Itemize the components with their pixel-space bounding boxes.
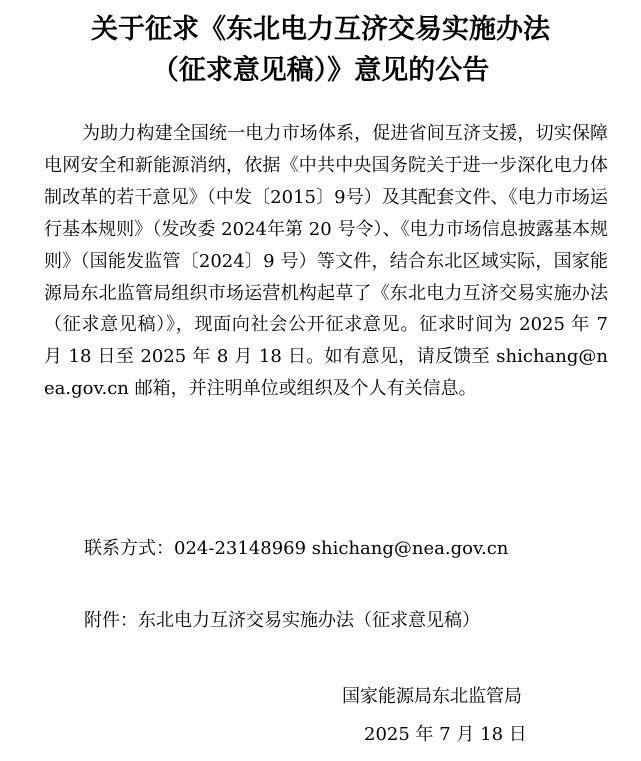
body-paragraph: 为助力构建全国统一电力市场体系，促进省间互济支援，切实保障电网安全和新能源消纳，依据《中共中央国务院关于进一步深化电力体制改革的若干意见》（中发〔2015〕9号）及其配套文件、《电力市场运行基本规则》（发改委 2024年第 20 号令）、《电力市场信息披露基本规则》（国能发监管〔2024〕9 号）等文件，结合东北区域实际，国家能源局东北监管局组织市场运营机构起草了《东北电力互济交易实施办法（征求意见稿）》，现面向社会公开征求意见。征求时间为 2025 年 7 月 18 日至 2025 年 8 月 18 日。如有意见，请反馈至 shichang@nea.gov.cn 邮箱，并注明单位或组织及个人有关信息。 xyxy=(44,123,608,400)
contact-info: 联系方式：024-23148969 shichang@nea.gov.cn xyxy=(84,538,509,559)
signature-date: 2025 年 7 月 18 日 xyxy=(364,724,527,745)
page-title-line-1: 关于征求《东北电力互济交易实施办法 xyxy=(91,14,550,45)
attachment-line: 附件：东北电力互济交易实施办法（征求意见稿） xyxy=(84,610,480,631)
signature-organization: 国家能源局东北监管局 xyxy=(342,686,522,707)
page-title-line-2: （征求意见稿）》意见的公告 xyxy=(151,55,490,86)
